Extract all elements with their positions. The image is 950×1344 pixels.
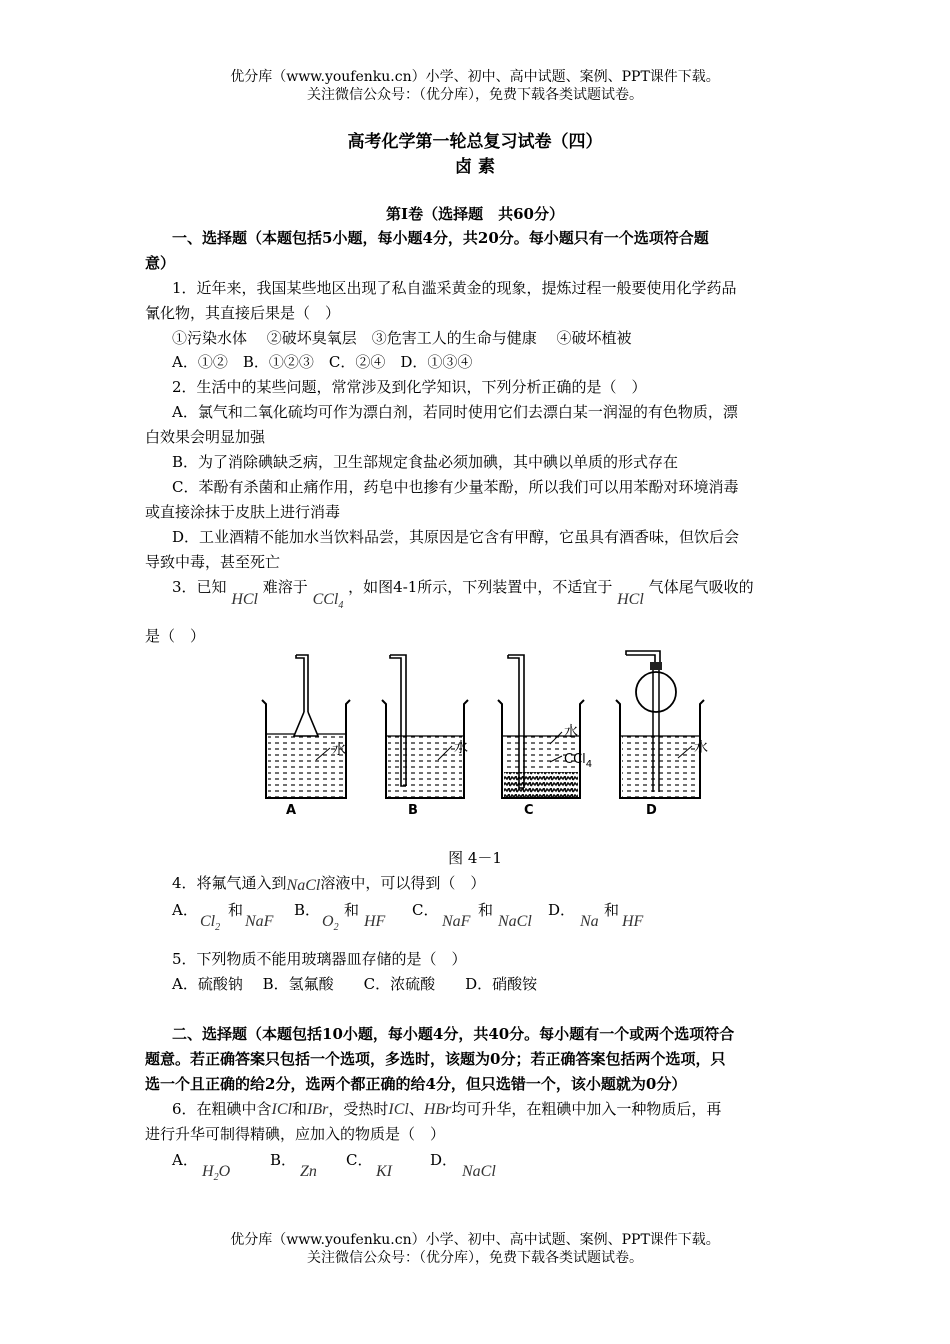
q2-option-b: B．为了消除碘缺乏病，卫生部规定食盐必须加碘，其中碘以单质的形式存在 bbox=[172, 453, 679, 471]
q4-a-cl-sub: 2 bbox=[215, 922, 221, 934]
q5-stem: 5．下列物质不能用玻璃器皿存储的是（ ） bbox=[172, 950, 467, 968]
q6-formula-hbr: HBr bbox=[423, 1101, 452, 1118]
q2-option-a-2: 白效果会明显加强 bbox=[145, 428, 266, 446]
q3-ccl-sub: 4 bbox=[338, 600, 344, 612]
q2-option-d-2: 导致中毒，甚至死亡 bbox=[145, 553, 281, 571]
q6-options bbox=[172, 1150, 572, 1186]
section1-instructions-2: 意） bbox=[145, 254, 176, 272]
q6-a-h2o bbox=[202, 1162, 230, 1188]
ccl4-sub: 4 bbox=[585, 759, 593, 770]
q4-text-1: 4．将氟气通入到 bbox=[172, 874, 287, 892]
section1-instructions-1: 一、选择题（本题包括5小题，每小题4分，共20分。每小题只有一个选项符合题 bbox=[172, 229, 709, 247]
q6-text-5: 均可升华，在粗碘中加入一种物质后，再 bbox=[451, 1100, 722, 1118]
q4-d-and: 和 bbox=[604, 901, 620, 919]
q3-text-3: ，如图4-1所示，下列装置中，不适宜于 bbox=[348, 578, 613, 596]
q6-text-2: 和 bbox=[292, 1100, 308, 1118]
q4-option-d: D． bbox=[548, 901, 576, 919]
page-subtitle: 卤 素 bbox=[455, 157, 495, 177]
q1-items: ①污染水体 ②破坏臭氧层 ③危害工人的生命与健康 ④破坏植被 bbox=[172, 329, 632, 347]
q3-stem-1 bbox=[172, 577, 754, 612]
header-line-2: 关注微信公众号：（优分库），免费下载各类试题试卷。 bbox=[307, 87, 643, 103]
figure-4-1 bbox=[258, 650, 732, 820]
q6-text-1: 6．在粗碘中含 bbox=[172, 1100, 272, 1118]
q3-text-2: 难溶于 bbox=[262, 578, 308, 596]
q4-options bbox=[172, 900, 692, 936]
q4-a-cl: Cl bbox=[200, 913, 216, 930]
q6-a-h: H bbox=[202, 1163, 214, 1180]
q2-option-c-1: C．苯酚有杀菌和止痛作用，药皂中也掺有少量苯酚，所以我们可以用苯酚对环境消毒 bbox=[172, 478, 739, 496]
beaker-a bbox=[262, 655, 350, 818]
q6-b-zn: Zn bbox=[300, 1163, 317, 1180]
q3-formula-ccl4 bbox=[313, 590, 344, 616]
q6-a-o: O bbox=[218, 1163, 231, 1180]
section2-instructions-2: 题意。若正确答案只包括一个选项，多选时，该题为0分；若正确答案包括两个选项，只 bbox=[145, 1050, 726, 1068]
q3-ccl-text: CCl bbox=[312, 591, 339, 608]
q2-option-a-1: A．氯气和二氧化硫均可作为漂白剂，若同时使用它们去漂白某一润湿的有色物质，漂 bbox=[172, 403, 738, 421]
section2-instructions-3: 选一个且正确的给2分，选两个都正确的给4分，但只选错一个，该小题就为0分） bbox=[145, 1075, 687, 1093]
ccl4-text: CCl bbox=[564, 752, 586, 767]
q4-a-naf: NaF bbox=[245, 913, 274, 930]
q4-b-o: O bbox=[322, 913, 334, 930]
q6-option-a: A． bbox=[172, 1151, 198, 1169]
q1-stem-2: 氰化物，其直接后果是（ ） bbox=[145, 304, 341, 322]
q4-option-a: A． bbox=[172, 901, 198, 919]
q2-option-d-1: D．工业酒精不能加水当饮料品尝，其原因是它含有甲醇，它虽具有酒香味，但饮后会 bbox=[172, 528, 740, 546]
q6-text-3: ，受热时 bbox=[328, 1100, 389, 1118]
q6-formula-ibr: IBr bbox=[307, 1101, 329, 1118]
q3-stem-2: 是（ ） bbox=[145, 627, 206, 645]
q4-a-cl2 bbox=[200, 912, 220, 938]
q4-text-2: 溶液中，可以得到（ ） bbox=[320, 874, 486, 892]
q4-b-o2 bbox=[322, 912, 339, 938]
q6-formula-icl: ICl bbox=[271, 1101, 292, 1118]
q1-stem-1: 1．近年来，我国某些地区出现了私自滥采黄金的现象，提炼过程一般要使用化学药品 bbox=[172, 279, 737, 297]
header-line-1: 优分库（www.youfenku.cn）小学、初中、高中试题、案例、PPT课件下载。 bbox=[230, 69, 720, 85]
q2-stem: 2．生活中的某些问题，常常涉及到化学知识，下列分析正确的是（ ） bbox=[172, 378, 647, 396]
footer-line-1: 优分库（www.youfenku.cn）小学、初中、高中试题、案例、PPT课件下载。 bbox=[230, 1232, 720, 1248]
q4-c-naf: NaF bbox=[442, 913, 471, 930]
figure-caption: 图 4－1 bbox=[448, 849, 502, 867]
q4-stem bbox=[172, 873, 485, 894]
q6-option-d: D． bbox=[430, 1151, 458, 1169]
q3-text-4: 气体尾气吸收的 bbox=[648, 578, 754, 596]
beaker-c-water-label: 水 bbox=[564, 724, 578, 740]
q3-formula-hcl: HCl bbox=[231, 591, 258, 608]
beaker-d bbox=[616, 651, 708, 818]
q4-option-b: B． bbox=[294, 901, 321, 919]
q4-b-o-sub: 2 bbox=[333, 922, 339, 934]
q6-option-c: C． bbox=[346, 1151, 373, 1169]
q6-a-h-sub: 2 bbox=[213, 1172, 219, 1184]
q2-option-c-2: 或直接涂抹于皮肤上进行消毒 bbox=[145, 503, 341, 521]
q4-b-hf: HF bbox=[364, 913, 386, 930]
q5-options: A．硫酸钠 B．氢氟酸 C．浓硫酸 D．硝酸铵 bbox=[172, 975, 538, 993]
beaker-a-water-label: 水 bbox=[332, 742, 346, 758]
q4-c-and: 和 bbox=[478, 901, 494, 919]
q4-d-hf: HF bbox=[622, 913, 644, 930]
q4-option-c: C． bbox=[412, 901, 439, 919]
part1-heading: 第Ⅰ卷（选择题 共60分） bbox=[386, 205, 564, 223]
q4-b-and: 和 bbox=[344, 901, 360, 919]
label-b: B bbox=[408, 803, 418, 818]
label-d: D bbox=[646, 803, 657, 818]
beaker-b-water-label: 水 bbox=[454, 740, 468, 756]
q6-d-nacl: NaCl bbox=[462, 1163, 496, 1180]
q4-a-and: 和 bbox=[228, 901, 244, 919]
q6-stem-2: 进行升华可制得精碘，应加入的物质是（ ） bbox=[145, 1125, 446, 1143]
page-title: 高考化学第一轮总复习试卷（四） bbox=[347, 132, 603, 152]
label-c: C bbox=[524, 803, 534, 818]
section2-instructions-1: 二、选择题（本题包括10小题，每小题4分，共40分。每小题有一个或两个选项符合 bbox=[172, 1025, 735, 1043]
q6-text-4: 、 bbox=[408, 1100, 424, 1118]
q3-formula-hcl-2: HCl bbox=[617, 591, 644, 608]
q1-options: A．①② B．①②③ C．②④ D．①③④ bbox=[172, 353, 473, 371]
q4-c-nacl: NaCl bbox=[498, 913, 532, 930]
q6-formula-icl-2: ICl bbox=[388, 1101, 409, 1118]
q6-stem-1 bbox=[172, 1099, 721, 1120]
beaker-b bbox=[382, 655, 468, 818]
footer-line-2: 关注微信公众号：（优分库），免费下载各类试题试卷。 bbox=[307, 1250, 643, 1266]
label-a: A bbox=[286, 803, 297, 818]
beaker-c bbox=[498, 655, 592, 818]
q6-option-b: B． bbox=[270, 1151, 297, 1169]
beaker-d-water-label: 水 bbox=[694, 740, 708, 756]
q4-formula-nacl: NaCl bbox=[286, 877, 321, 894]
q4-d-na: Na bbox=[580, 913, 599, 930]
q3-text-1: 3．已知 bbox=[172, 578, 227, 596]
q6-c-ki: KI bbox=[376, 1163, 392, 1180]
